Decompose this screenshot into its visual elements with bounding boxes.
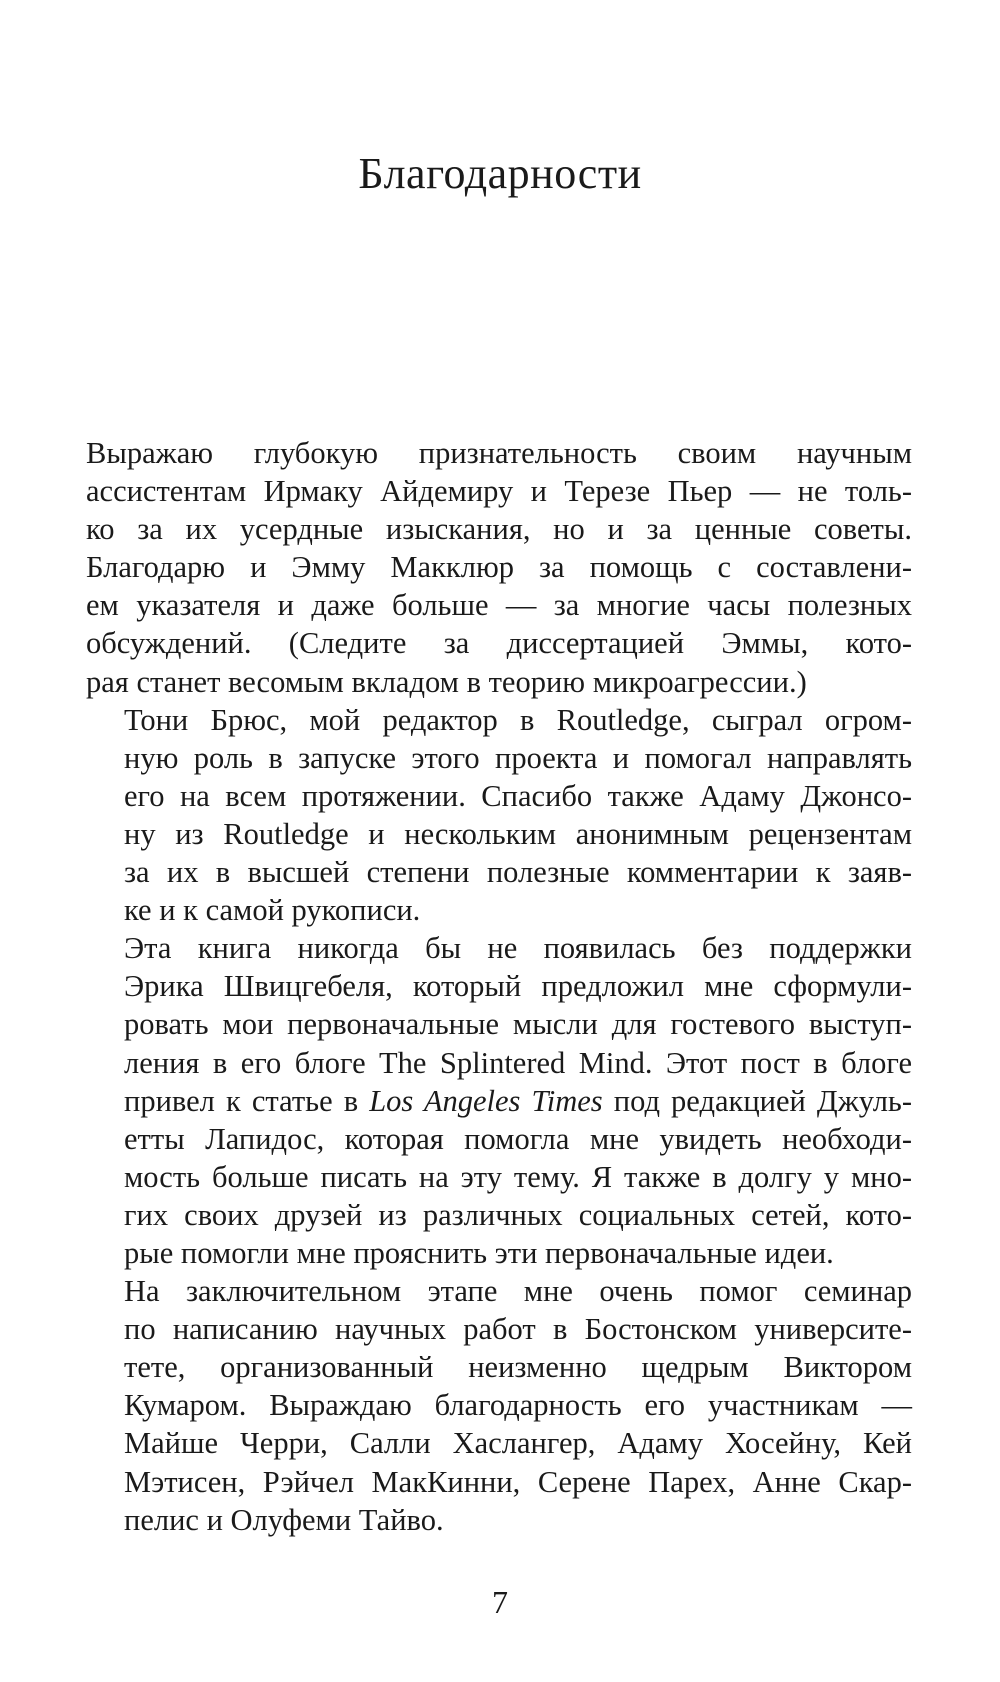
page-title: Благодарности (358, 149, 642, 198)
paragraph-3 (86, 929, 912, 1272)
text-segment: привел к статье в (124, 1083, 370, 1118)
text-line: ную роль в запуске этого проекта и помогал направлять (124, 740, 912, 775)
paragraph-1 (86, 434, 912, 701)
paragraph-4 (86, 1272, 912, 1539)
text-line: ассистентам Ирмаку Айдемиру и Терезе Пьер — не толь- (86, 474, 912, 509)
text-line: ке и к самой рукописи. (124, 893, 421, 928)
text-line: ем указателя и даже больше — за многие часы полезных (86, 588, 912, 623)
newspaper-title: Los Angeles Times (369, 1083, 603, 1118)
text-segment: под редакцией Джуль- (602, 1083, 912, 1118)
text-line: Тони Брюс, мой редактор в Routledge, сыграл огром- (124, 702, 912, 737)
text-line: ровать мои первоначальные мысли для гостевого выступ- (124, 1007, 912, 1042)
text-line: его на всем протяжении. Спасибо также Адаму Джонсо- (124, 778, 912, 813)
text-line: мость больше писать на эту тему. Я также в долгу у мно- (124, 1159, 912, 1194)
text-line: ления в его блоге The Splintered Mind. Этот пост в блоге (124, 1045, 912, 1080)
text-line: рые помогли мне прояснить эти первоначальные идеи. (124, 1235, 834, 1270)
text-line: Эта книга никогда бы не появилась без поддержки (124, 931, 912, 966)
text-line: гих своих друзей из различных социальных сетей, кото- (124, 1197, 912, 1232)
text-line: Майше Черри, Салли Хаслангер, Адаму Хосейну, Кей (124, 1426, 912, 1461)
text-line: рая станет весомым вкладом в теорию микроагрессии.) (86, 664, 807, 699)
text-line: тете, организованный неизменно щедрым Виктором (124, 1350, 912, 1385)
text-line-with-italic (86, 1082, 912, 1120)
body-text (86, 434, 912, 1539)
text-line: На заключительном этапе мне очень помог семинар (124, 1274, 912, 1309)
text-line: обсуждений. (Следите за диссертацией Эммы, кото- (86, 626, 912, 661)
text-line: пелис и Олуфеми Тайво. (124, 1502, 444, 1537)
text-line: Эрика Швицгебеля, который предложил мне сформули- (124, 969, 912, 1004)
text-line: етты Лапидос, которая помогла мне увидеть необходи- (124, 1121, 912, 1156)
text-line: по написанию научных работ в Бостонском университе- (124, 1312, 912, 1347)
text-line: Мэтисен, Рэйчел МакКинни, Серене Парех, Анне Скар- (124, 1464, 912, 1499)
page-number: 7 (492, 1584, 508, 1620)
paragraph-2 (86, 701, 912, 930)
text-line: ко за их усердные изыскания, но и за ценные советы. (86, 512, 912, 547)
text-line: Благодарю и Эмму Макклюр за помощь с составлени- (86, 550, 912, 585)
text-line: Кумаром. Выраждаю благодарность его участникам — (124, 1388, 912, 1423)
text-line: ну из Routledge и нескольким анонимным рецензентам (124, 816, 912, 851)
text-line: за их в высшей степени полезные комментарии к заяв- (124, 855, 912, 890)
text-line: Выражаю глубокую признательность своим научным (86, 436, 912, 470)
